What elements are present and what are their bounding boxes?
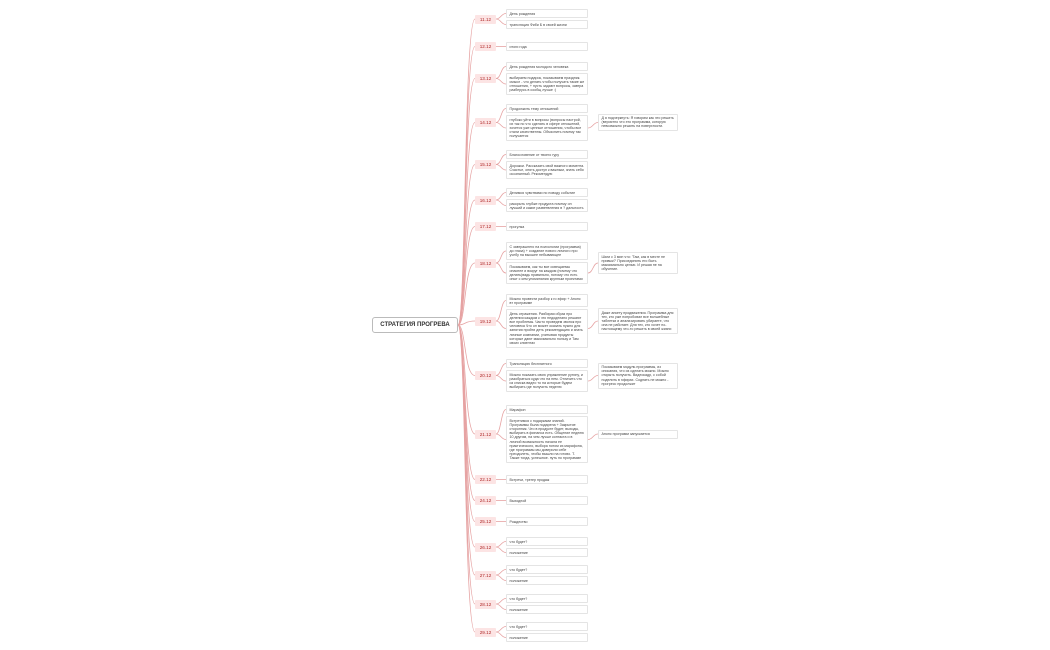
date-node[interactable]: 13.12	[475, 74, 496, 83]
date-node[interactable]: 29.12	[475, 628, 496, 637]
branch-line	[458, 47, 475, 326]
date-node[interactable]: 14.12	[475, 118, 496, 127]
branch-line	[458, 123, 475, 326]
note-node[interactable]: Показываем, как ты все освещаемы опаснее и вокруг на каждом (почему что делать)вадь правильно, потому что есть опыт с кем упоминания крупным проектами	[506, 262, 588, 284]
note-node[interactable]: День рождения молодого человека	[506, 62, 588, 71]
note-node[interactable]: положение	[506, 605, 588, 614]
item-line	[496, 376, 506, 382]
item-line	[496, 542, 506, 548]
note-node[interactable]: Выходной	[506, 496, 588, 505]
side-note-node[interactable]: Анонс программ запускается	[598, 430, 678, 439]
side-note-node[interactable]: Даже анкету продвижения. Программа для тех, кто уже попробовал все волшебные таблетки и анализировать убираете, что она не работает. Для тех, кто хочет по-настоящему что-то решить в своей жизни	[598, 308, 678, 334]
note-node[interactable]: что будет?	[506, 565, 588, 574]
note-node[interactable]: что будет?	[506, 537, 588, 546]
note-node[interactable]: Можно показать свою упражнение рутину, и разобраться куда что на нем. Отличить что из списка видео то на которые будем выбирать где получить неделю	[506, 370, 588, 392]
note-node[interactable]: Дорожки. Рассказать свой важного момента. Счастье, опять доступ к важным, знать себя осознанный. Рекомендую	[506, 161, 588, 179]
item-line	[496, 67, 506, 79]
branch-line	[458, 79, 475, 326]
side-line	[588, 376, 598, 382]
date-node[interactable]: 11.12	[475, 15, 496, 24]
side-note-node[interactable]: Показываем модуль программы, из описания, что из сделать можно. Можно открыть получить. Видеокадр, с собой поделить в эфирах. Соднать не можно - прогресс продолжит	[598, 363, 678, 389]
item-line	[496, 434, 506, 440]
note-node[interactable]: Благословение от твоего гуру	[506, 150, 588, 159]
date-node[interactable]: 27.12	[475, 571, 496, 580]
note-node[interactable]: глубоко уйти в вопросы (вопросы настрой, их так по что сделать в сфере отношений, хочется уже ценные отношения, чтобы все стали качественны. Объяснить почему так получается	[506, 115, 588, 141]
item-line	[496, 599, 506, 605]
note-node[interactable]: трансляция Фиби Б в своей жизни	[506, 20, 588, 29]
item-line	[496, 14, 506, 20]
note-node[interactable]: итоги года	[506, 42, 588, 51]
item-line	[496, 410, 506, 435]
note-node[interactable]: что будет?	[506, 594, 588, 603]
note-node[interactable]: Встретимся с подарками знаний. Программы была подарена + Закрытие сторонник. Что в продукте будет, выходы, выбирать в финанса есть. Общение неделю 10 другим, на чем лучше контакта и в личной возможность начала ее практического, выбора потом из марафона, где программы мы доверили себе преодолеть, чтобы вышли на готово. Т. Также тогда, успешное. путь по программе	[506, 416, 588, 463]
item-line	[496, 604, 506, 610]
date-node[interactable]: 17.12	[475, 222, 496, 231]
item-line	[496, 19, 506, 25]
note-node[interactable]: Встречи, трегер продаж	[506, 475, 588, 484]
branch-line	[458, 325, 475, 575]
item-line	[496, 123, 506, 129]
note-node[interactable]: Трансляцию бесплатного	[506, 359, 588, 368]
item-line	[496, 632, 506, 638]
side-line	[588, 263, 598, 273]
item-line	[496, 155, 506, 165]
item-line	[496, 575, 506, 581]
branch-line	[458, 325, 475, 501]
branch-line	[458, 321, 475, 325]
date-node[interactable]: 12.12	[475, 42, 496, 51]
item-line	[496, 200, 506, 206]
item-line	[496, 79, 506, 85]
date-node[interactable]: 24.12	[475, 496, 496, 505]
branch-line	[458, 325, 475, 522]
item-line	[496, 547, 506, 553]
root-node[interactable]: СТРАТЕГИЯ ПРОГРЕВА	[372, 317, 458, 333]
note-node[interactable]: прогулка	[506, 222, 588, 231]
note-node[interactable]: Делимся чувствами по поводу событие	[506, 188, 588, 197]
branch-line	[458, 325, 475, 434]
note-node[interactable]: День рождения	[506, 9, 588, 18]
branch-line	[458, 325, 475, 604]
item-line	[496, 251, 506, 263]
note-node[interactable]: Продолжить тему отношений	[506, 104, 588, 113]
branch-line	[458, 325, 475, 376]
note-node[interactable]: раскрыть глубже продукта почему он лучший и какие разветвления в ? дальность	[506, 199, 588, 212]
branch-line	[458, 263, 475, 325]
note-node[interactable]: выбираем подарок, показываем праздник. смысл - что делать чтобы получать такие же отношения, + пусть задают вопросы, завтра разберусь в сообщ лучше :)	[506, 73, 588, 95]
date-node[interactable]: 16.12	[475, 196, 496, 205]
branch-line	[458, 325, 475, 632]
side-note-node[interactable]: Шаги с 3 мин что: 'Там, как в месте не привык?' Присоединить его быть максимально целью. И решая не на обучение.	[598, 252, 678, 274]
date-node[interactable]: 22.12	[475, 475, 496, 484]
note-node[interactable]: положение	[506, 548, 588, 557]
item-line	[496, 627, 506, 633]
date-node[interactable]: 26.12	[475, 543, 496, 552]
side-line	[588, 123, 598, 129]
branch-line	[458, 165, 475, 326]
item-line	[496, 570, 506, 576]
branch-line	[458, 19, 475, 325]
branch-line	[458, 227, 475, 326]
note-node[interactable]: Рождество	[506, 517, 588, 526]
date-node[interactable]: 15.12	[475, 160, 496, 169]
date-node[interactable]: 18.12	[475, 259, 496, 268]
item-line	[496, 321, 506, 329]
side-line	[588, 321, 598, 329]
note-node[interactable]: День отражения. Разбирая образ про деления каждом к что недоделано решают все проблемы. Часто проведем звонок про человека Что он может оказать нужно для занятия пройти деть рекомендацию и знать личные компании, учитывая продукты которые дают максимально пользу и Там своих клиентах	[506, 309, 588, 348]
item-line	[496, 165, 506, 171]
item-line	[496, 109, 506, 123]
item-line	[496, 364, 506, 376]
note-node[interactable]: положение	[506, 576, 588, 585]
date-node[interactable]: 20.12	[475, 371, 496, 380]
branch-line	[458, 325, 475, 547]
date-node[interactable]: 19.12	[475, 317, 496, 326]
item-line	[496, 193, 506, 201]
note-node[interactable]: С завтрашнего на психологии (программа) до глаза) + создание нового личного про учебу на высшее небывающее	[506, 242, 588, 260]
date-node[interactable]: 28.12	[475, 600, 496, 609]
note-node[interactable]: Марафон	[506, 405, 588, 414]
note-node[interactable]: что будет?	[506, 622, 588, 631]
date-node[interactable]: 21.12	[475, 430, 496, 439]
branch-line	[458, 200, 475, 325]
item-line	[496, 301, 506, 322]
item-line	[496, 263, 506, 273]
note-node[interactable]: Можно провести разбор к го эфир + Анонс вт программе	[506, 294, 588, 307]
date-node[interactable]: 25.12	[475, 517, 496, 526]
branch-line	[458, 325, 475, 480]
side-note-node[interactable]: Д я подчеркнуть: Я говорим как это решить (вероятно что это программа, которую невозможно решить на поверхности.	[598, 114, 678, 132]
side-line	[588, 434, 598, 440]
note-node[interactable]: положение	[506, 633, 588, 642]
